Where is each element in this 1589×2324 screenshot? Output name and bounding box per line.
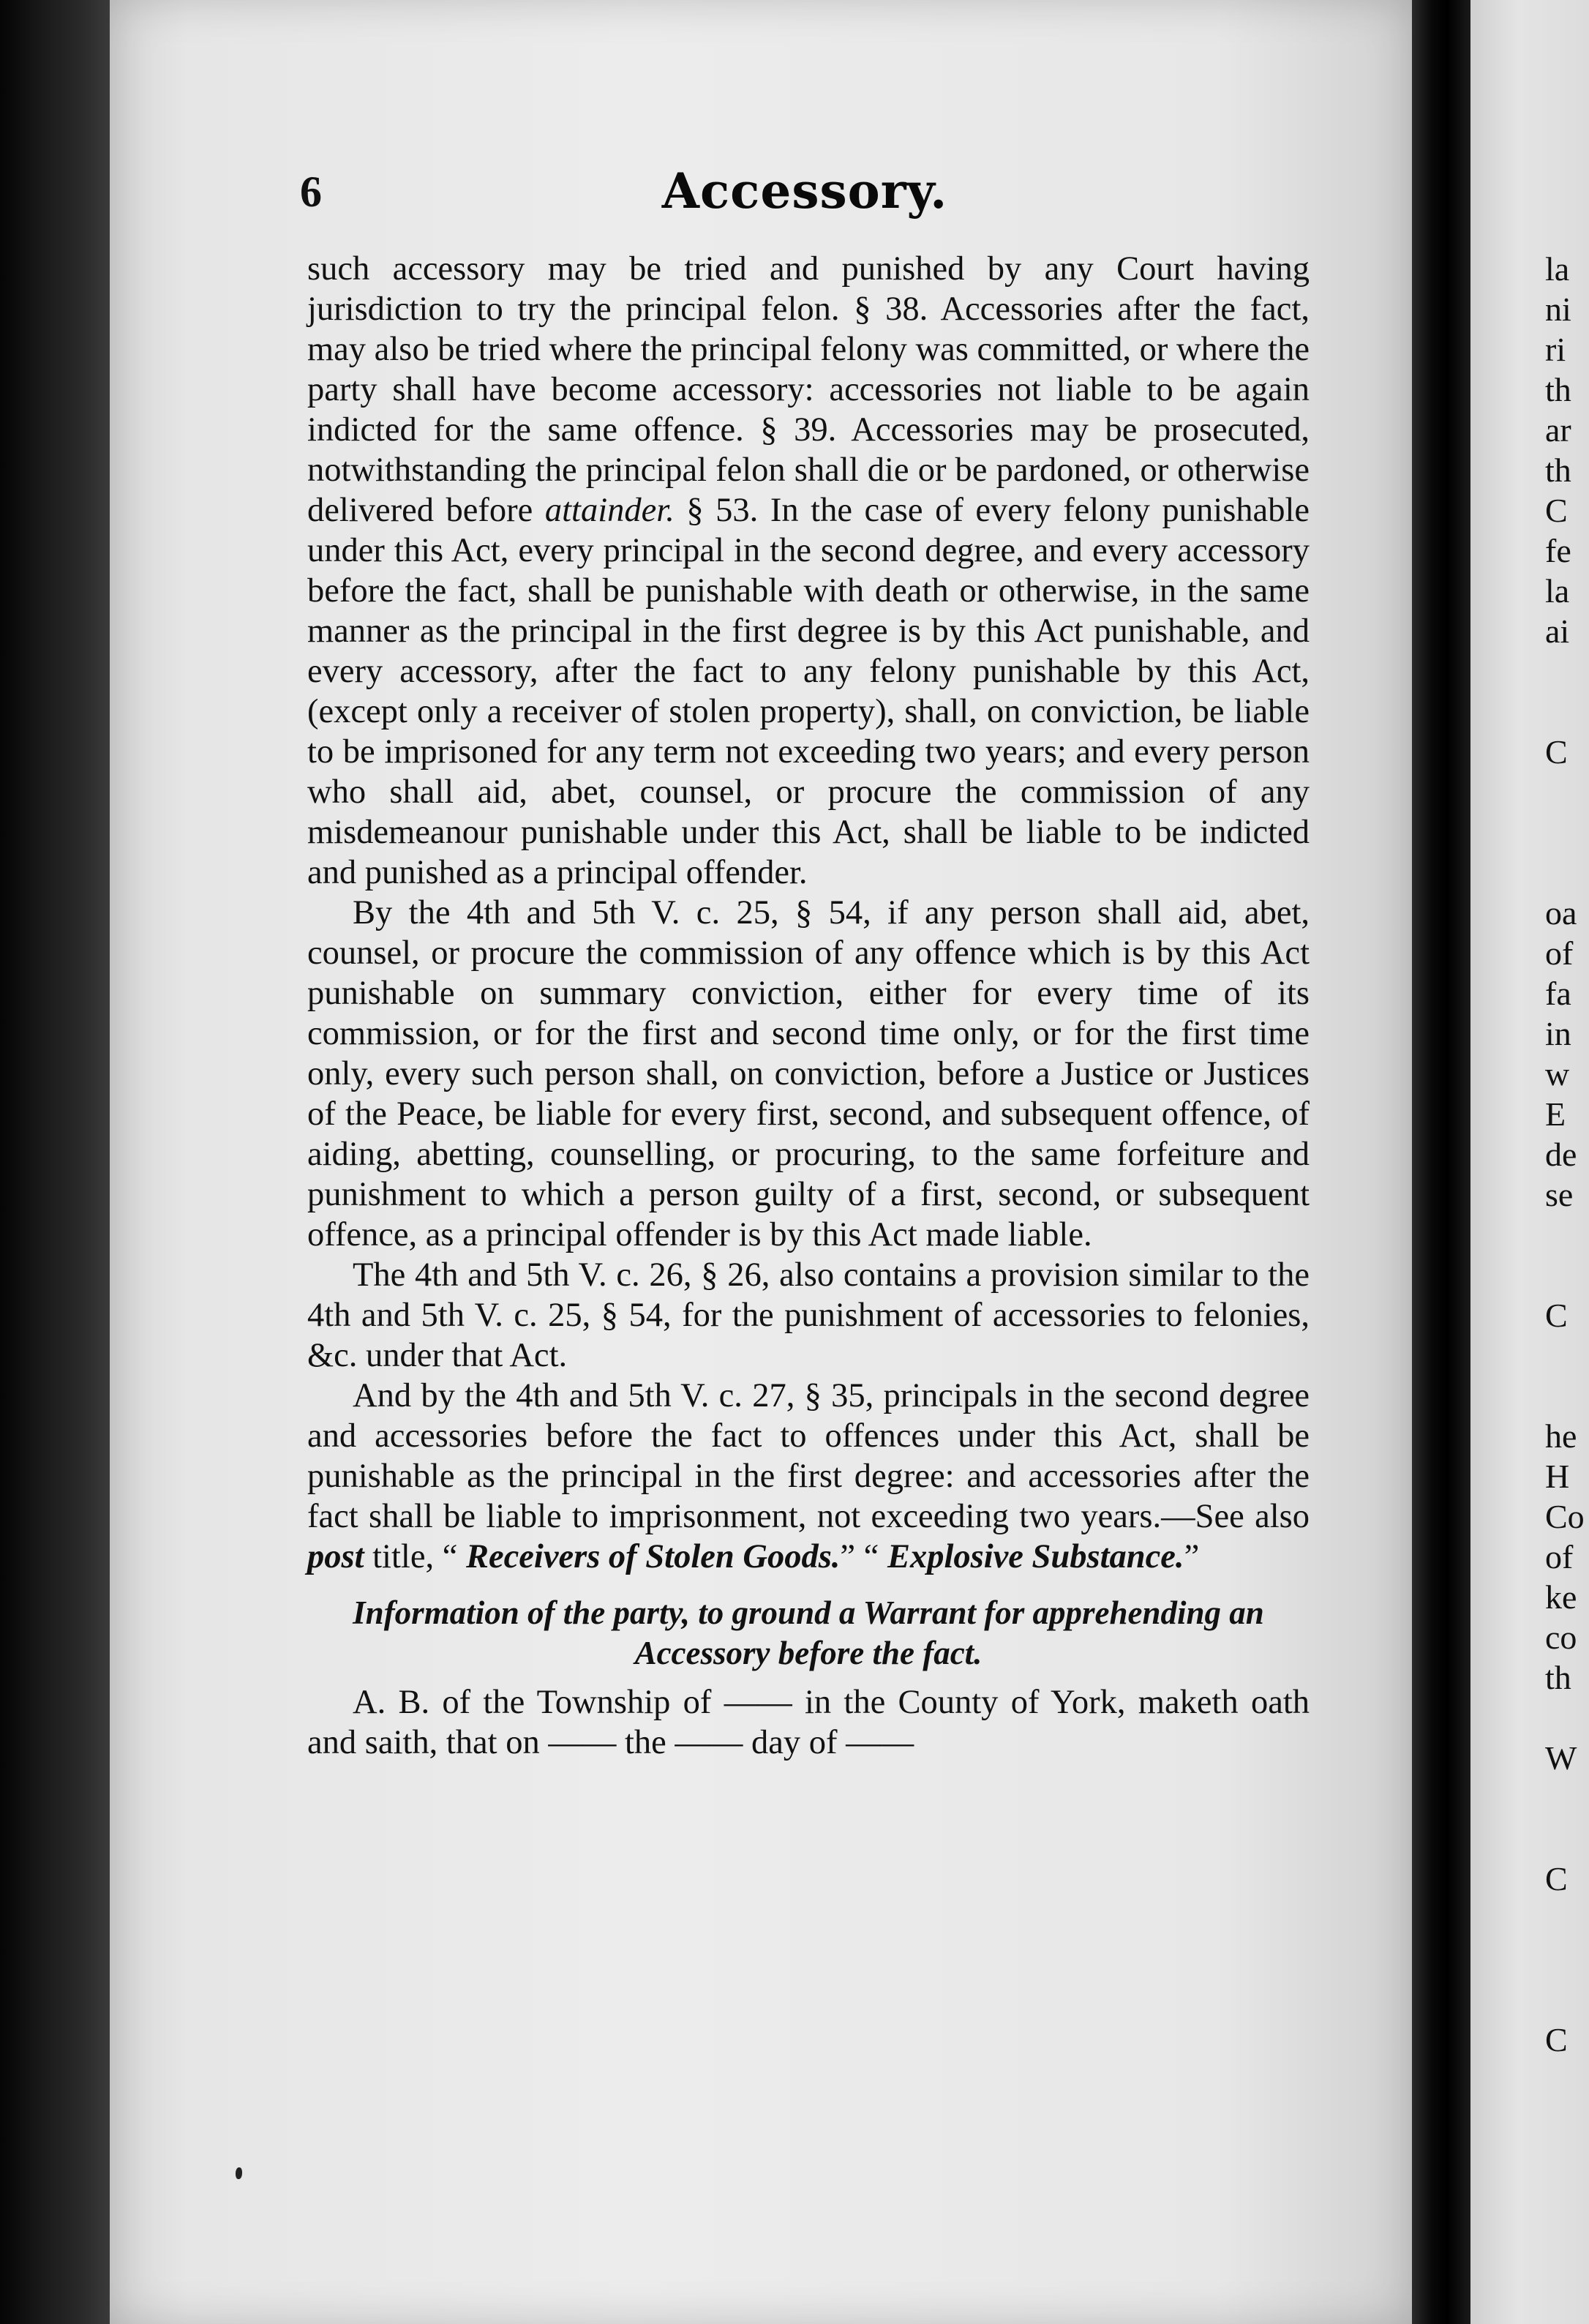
adjacent-page-fragment — [1545, 812, 1589, 852]
adjacent-page-fragment: of — [1545, 1538, 1574, 1575]
adjacent-page-fragment: ar — [1545, 411, 1571, 449]
running-title: Accessory. — [661, 162, 948, 220]
page-number: 6 — [300, 168, 322, 216]
adjacent-page-fragment: ai — [1545, 612, 1570, 650]
ink-speck — [236, 2167, 242, 2179]
body-text — [307, 249, 1310, 1763]
adjacent-page-fragment: la — [1545, 250, 1570, 288]
adjacent-page-fragment — [1545, 1335, 1589, 1376]
paragraph-3: The 4th and 5th V. c. 26, § 26, also contains a provision similar to the 4th and 5th V. c. 25, § 54, for the punishment of accessories to felonies, &c. under that Act. — [307, 1256, 1310, 1374]
adjacent-page-text-fragments — [1545, 249, 1589, 2060]
adjacent-page-fragment: w — [1545, 1055, 1570, 1092]
paragraph-4: And by the 4th and 5th V. c. 27, § 35, principals in the second degree and accessories before the fact to offences under this Act, shall be punishable as the principal in the first degree: and accessories after the fact shall be liable to imprisonment, not exceeding two years.—See also post title, “ Receivers of Stolen Goods.” “ Explosive Substance.” — [307, 1377, 1310, 1575]
italic-attainder: attainder. — [544, 492, 675, 529]
adjacent-page-fragment: se — [1545, 1176, 1574, 1213]
adjacent-page-fragment: H — [1545, 1458, 1570, 1495]
adjacent-page-fragment: oa — [1545, 894, 1577, 932]
adjacent-page-fragment: fe — [1545, 532, 1571, 569]
adjacent-page-fragment — [1545, 651, 1589, 691]
adjacent-page-fragment: th — [1545, 371, 1571, 408]
page-header — [300, 162, 1310, 221]
adjacent-page-fragment: C — [1545, 1297, 1568, 1334]
adjacent-page-fragment: in — [1545, 1015, 1571, 1052]
left-binding-edge — [0, 0, 110, 2324]
form-heading: Information of the party, to ground a Warrant for apprehending an Accessory before the fact. — [353, 1594, 1264, 1671]
adjacent-page-fragment — [1545, 772, 1589, 812]
paragraph-5: A. B. of the Township of —— in the County of York, maketh oath and saith, that on —— the —— day of —— — [307, 1684, 1310, 1761]
adjacent-page-fragment: C — [1545, 2021, 1568, 2058]
adjacent-page-fragment: C — [1545, 733, 1568, 771]
italic-post: post — [307, 1538, 364, 1575]
adjacent-page-fragment: ni — [1545, 290, 1571, 328]
page-gutter — [1412, 0, 1470, 2324]
italic-receivers-title: Receivers of Stolen Goods. — [465, 1538, 841, 1575]
adjacent-page-fragment: of — [1545, 934, 1574, 972]
adjacent-page-fragment: th — [1545, 1659, 1571, 1696]
adjacent-page-fragment: co — [1545, 1619, 1577, 1656]
adjacent-page-fragment — [1545, 1899, 1589, 1939]
adjacent-page-fragment: ri — [1545, 331, 1566, 368]
adjacent-page-fragment — [1545, 1255, 1589, 1295]
adjacent-page-fragment: fa — [1545, 975, 1571, 1012]
adjacent-page-fragment: de — [1545, 1136, 1577, 1173]
paragraph-2: By the 4th and 5th V. c. 25, § 54, if any person shall aid, abet, counsel, or procure the commission of any offence which is by this Act punishable on summary conviction, either for every time of its commission, or for the first and second time only, or for the first time only, every such person shall, on conviction, before a Justice or Justices of the Peace, be liable for every first, second, and subsequent offence, of aiding, abetting, counselling, or procuring, to the same forfeiture and punishment to which a person guilty of a first, second, or subsequent offence, as a principal offender is by this Act made liable. — [307, 894, 1310, 1253]
adjacent-page-fragment: ke — [1545, 1578, 1577, 1616]
adjacent-page-fragment — [1545, 1939, 1589, 1979]
adjacent-page-fragment: la — [1545, 572, 1570, 610]
adjacent-page-fragment — [1545, 1376, 1589, 1416]
adjacent-page-fragment: th — [1545, 451, 1571, 489]
italic-explosive-title: Explosive Substance. — [887, 1538, 1184, 1575]
adjacent-page-fragment — [1545, 1778, 1589, 1818]
adjacent-page-fragment: C — [1545, 492, 1568, 529]
adjacent-page-fragment — [1545, 852, 1589, 893]
adjacent-page-fragment — [1545, 1979, 1589, 2020]
adjacent-page-fragment — [1545, 1698, 1589, 1738]
adjacent-page-fragment — [1545, 691, 1589, 732]
adjacent-page-fragment: C — [1545, 1860, 1568, 1897]
adjacent-page-fragment: E — [1545, 1095, 1566, 1133]
adjacent-page-fragment — [1545, 1818, 1589, 1859]
adjacent-page-fragment — [1545, 1215, 1589, 1255]
paragraph-1: such accessory may be tried and punished by any Court having jurisdiction to try the principal felon. § 38. Accessories after the fact, may also be tried where the principal felony was committed, or where the party shall have become accessory: accessories not liable to be again indicted for the same offence. § 39. Accessories may be prosecuted, notwithstanding the principal felon shall die or be pardoned, or otherwise delivered before attainder. § 53. In the case of every felony punishable under this Act, every principal in the second degree, and every accessory before the fact, shall be punishable with death or otherwise, in the same manner as the principal in the first degree is by this Act punishable, and every accessory, after the fact to any felony punishable by this Act, (except only a receiver of stolen property), shall, on conviction, be liable to be imprisoned for any term not exceeding two years; and every person who shall aid, abet, counsel, or procure the commission of any misdemeanour punishable under this Act, shall be liable to be indicted and punished as a principal offender. — [307, 250, 1310, 891]
adjacent-page-fragment: Co — [1545, 1498, 1585, 1535]
adjacent-page-fragment: W — [1545, 1739, 1577, 1777]
adjacent-page-fragment: he — [1545, 1417, 1577, 1455]
